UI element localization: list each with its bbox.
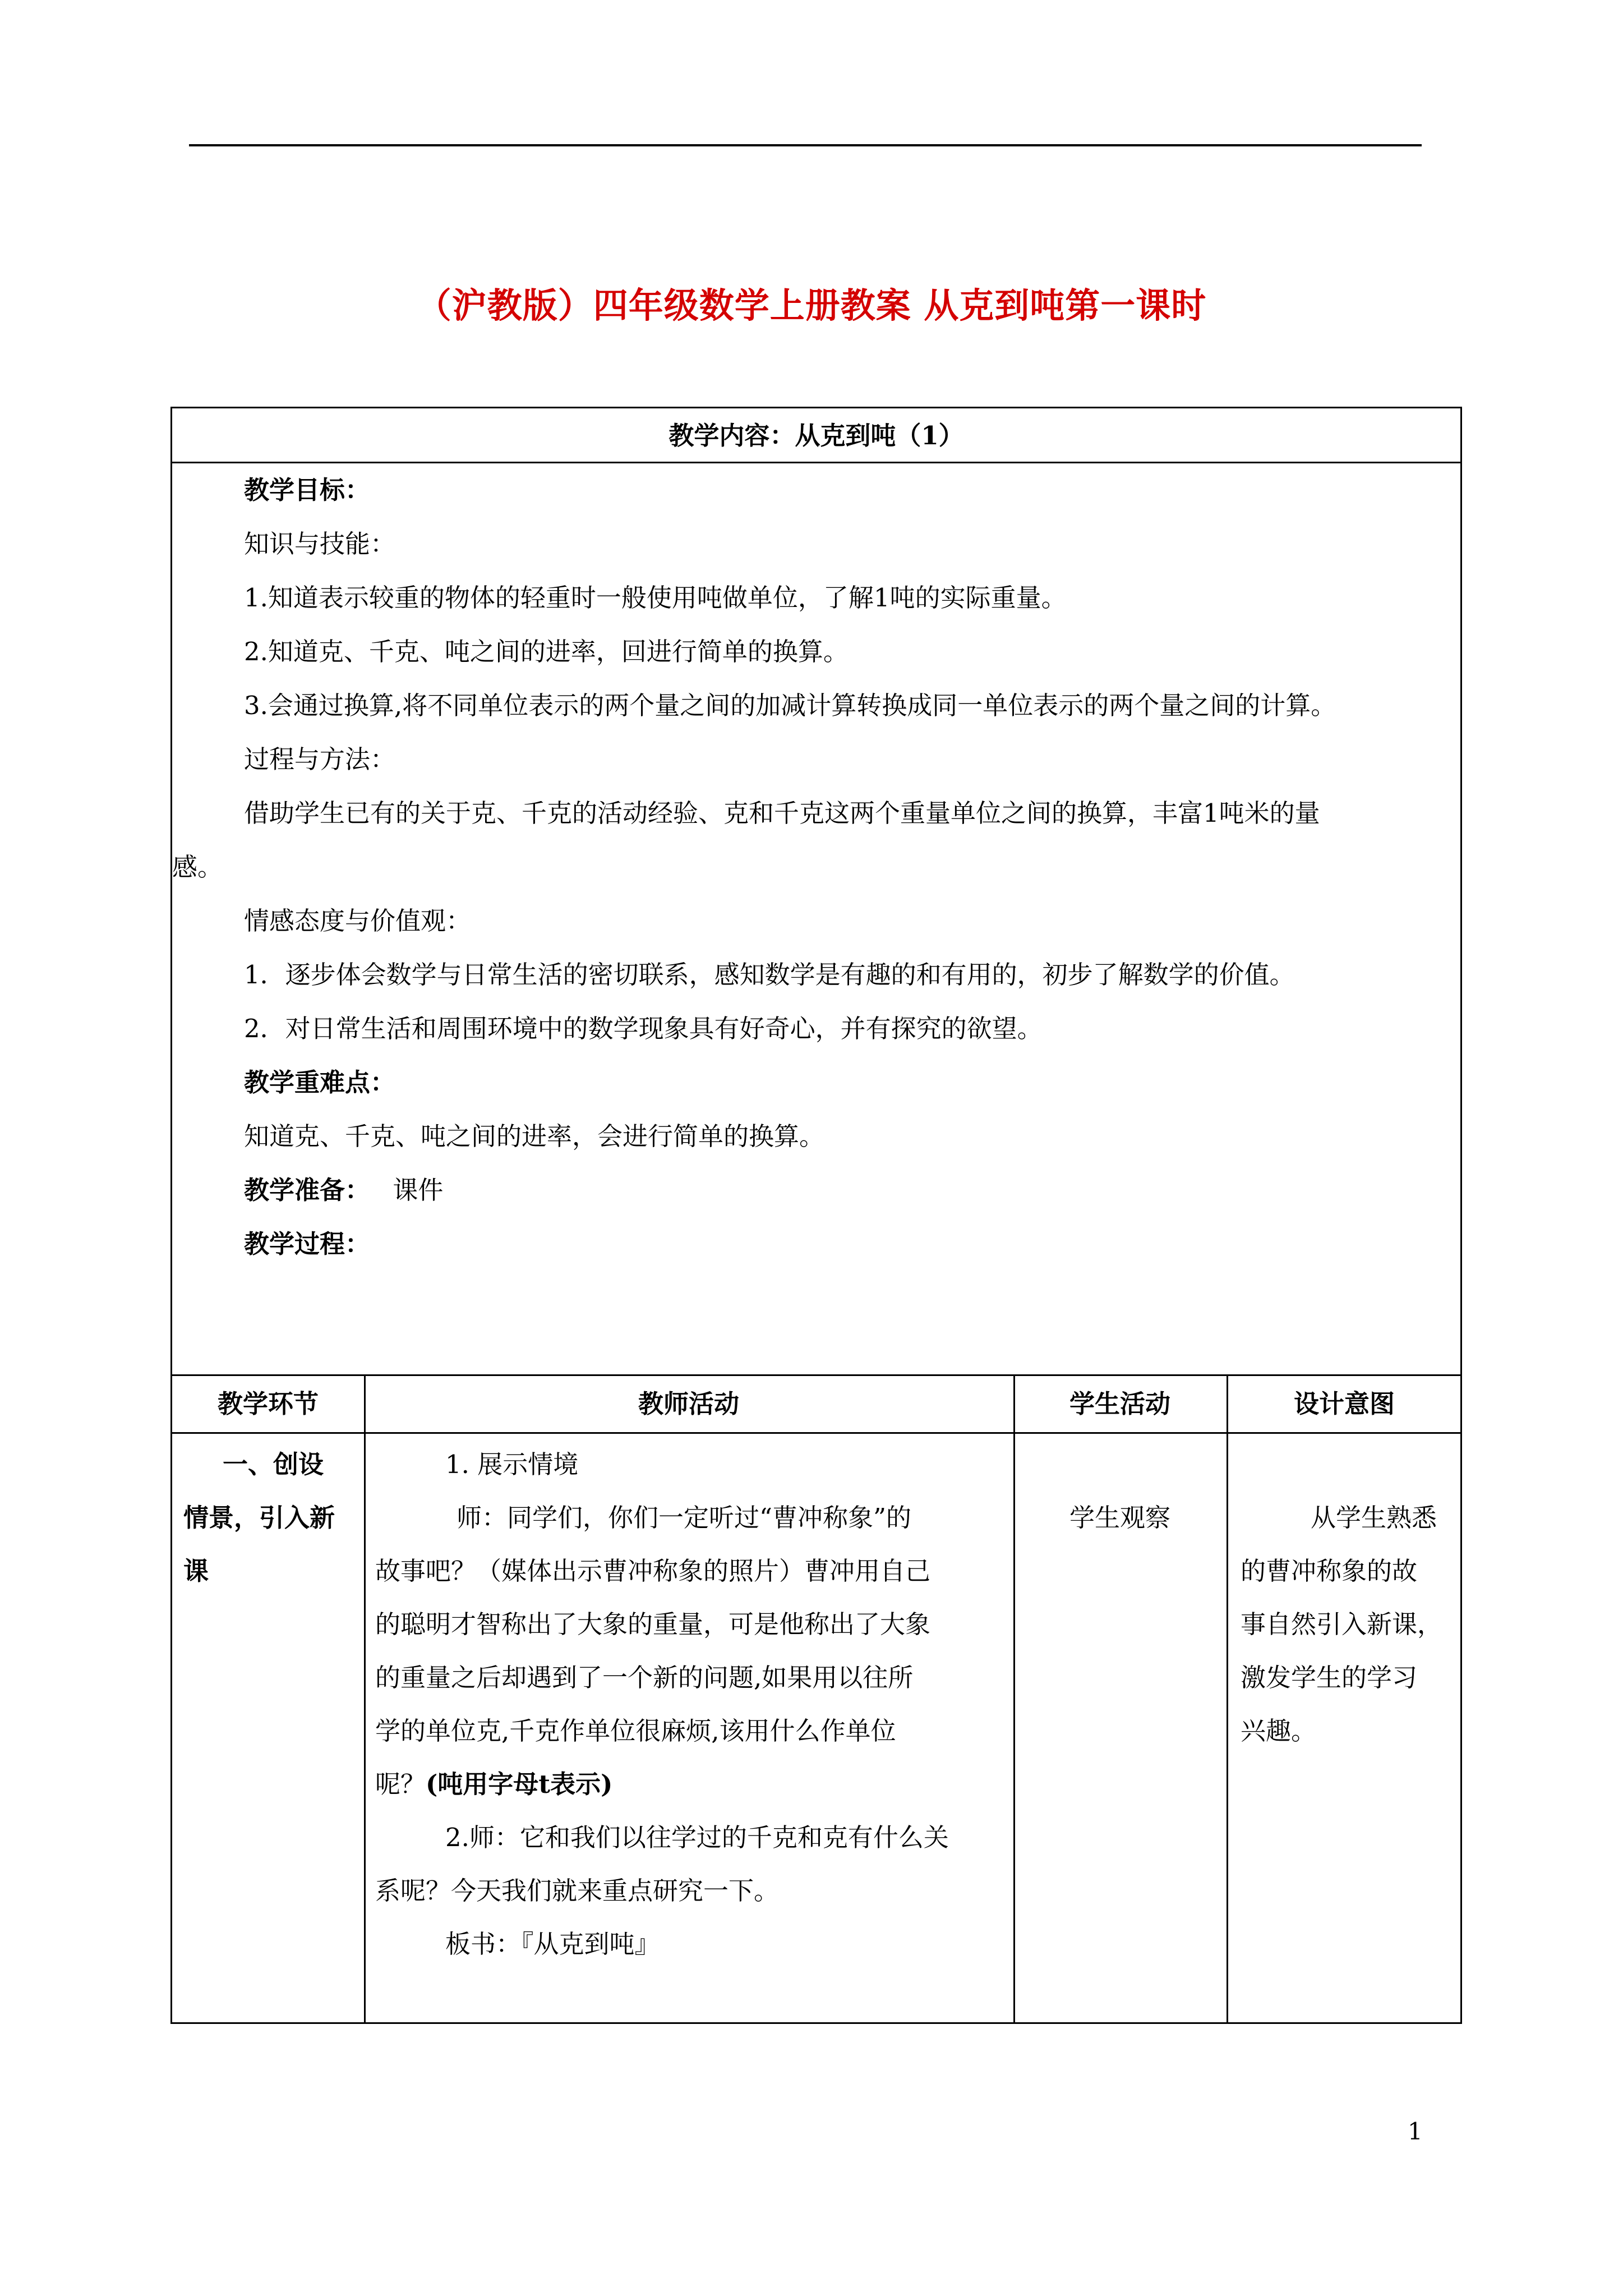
key-points-text: 知道克、千克、吨之间的进率，会进行简单的换算。	[244, 1121, 825, 1151]
stage-line: 课	[183, 1556, 209, 1586]
teacher-line: 2.师：它和我们以往学过的千克和克有什么关	[445, 1823, 949, 1852]
page-number: 1	[1408, 2118, 1423, 2145]
stage-line: 一、创设	[223, 1450, 324, 1479]
teacher-line: 故事吧？（媒体出示曹冲称象的照片）曹冲用自己	[375, 1556, 931, 1586]
design-line: 事自然引入新课，	[1241, 1609, 1443, 1639]
teacher-line: 呢？	[375, 1769, 426, 1799]
process-heading: 过程与方法：	[244, 744, 396, 774]
process-text-cont: 感。	[172, 852, 223, 882]
attitude-item: 2．对日常生活和周围环境中的数学现象具有好奇心，并有探究的欲望。	[244, 1014, 1043, 1043]
teacher-line: 1. 展示情境	[445, 1450, 579, 1479]
teacher-line: 学的单位克,千克作单位很麻烦,该用什么作单位	[375, 1716, 896, 1746]
content-header: 教学内容：从克到吨（1）	[172, 408, 1460, 463]
stage-cell	[183, 1438, 360, 1598]
teacher-line: 的重量之后却遇到了一个新的问题,如果用以往所	[375, 1663, 914, 1692]
teacher-activity-cell	[375, 1438, 1006, 1971]
header-divider	[172, 1432, 1460, 1434]
process-steps-heading: 教学过程：	[244, 1229, 371, 1259]
student-activity-cell: 学生观察	[1069, 1503, 1170, 1533]
teacher-line-with-note	[375, 1757, 1006, 1811]
header-student-activity: 学生活动	[1069, 1389, 1170, 1419]
design-line: 激发学生的学习	[1241, 1663, 1418, 1692]
process-text: 借助学生已有的关于克、千克的活动经验、克和千克这两个重量单位之间的换算，丰富1吨米的量	[244, 798, 1320, 828]
teacher-line: 师：同学们，你们一定听过“曹冲称象”的	[457, 1503, 912, 1533]
column-divider	[364, 1376, 366, 2022]
lesson-table	[170, 1374, 1462, 2024]
column-divider	[1013, 1376, 1015, 2022]
objectives-section	[172, 463, 1456, 1271]
objectives-box	[170, 407, 1462, 1376]
page-title: （沪教版）四年级数学上册教案 从克到吨第一课时	[416, 285, 1207, 326]
design-intent-cell	[1241, 1491, 1462, 1757]
header-rule	[189, 144, 1422, 146]
column-divider	[1227, 1376, 1228, 2022]
blackboard-note: 板书：『从克到吨』	[445, 1929, 660, 1959]
stage-line: 情景，引入新	[183, 1503, 335, 1533]
design-line: 的曹冲称象的故	[1241, 1556, 1418, 1586]
header-teacher-activity: 教师活动	[638, 1389, 739, 1419]
knowledge-heading: 知识与技能：	[244, 529, 396, 559]
header-stage: 教学环节	[217, 1389, 319, 1419]
knowledge-item: 2.知道克、千克、吨之间的进率，回进行简单的换算。	[244, 637, 849, 666]
teacher-line: 系呢？今天我们就来重点研究一下。	[375, 1876, 780, 1906]
header-design-intent: 设计意图	[1293, 1389, 1395, 1419]
preparation-line	[244, 1163, 1456, 1217]
knowledge-item: 1.知道表示较重的物体的轻重时一般使用吨做单位，了解1吨的实际重量。	[244, 583, 1067, 613]
attitude-heading: 情感态度与价值观：	[244, 906, 472, 936]
knowledge-item: 3.会通过换算,将不同单位表示的两个量之间的加减计算转换成同一单位表示的两个量之间的计算。	[244, 691, 1336, 720]
objectives-heading: 教学目标：	[244, 475, 371, 505]
ton-symbol-note: (吨用字母t表示)	[426, 1769, 613, 1799]
preparation-heading: 教学准备：	[244, 1175, 371, 1205]
teacher-line: 的聪明才智称出了大象的重量，可是他称出了大象	[375, 1609, 931, 1639]
attitude-item: 1．逐步体会数学与日常生活的密切联系，感知数学是有趣的和有用的，初步了解数学的价值。	[244, 960, 1295, 990]
design-line: 从学生熟悉	[1311, 1503, 1437, 1533]
design-line: 兴趣。	[1241, 1716, 1317, 1746]
key-points-heading: 教学重难点：	[244, 1068, 396, 1097]
preparation-text: 课件	[393, 1175, 444, 1205]
